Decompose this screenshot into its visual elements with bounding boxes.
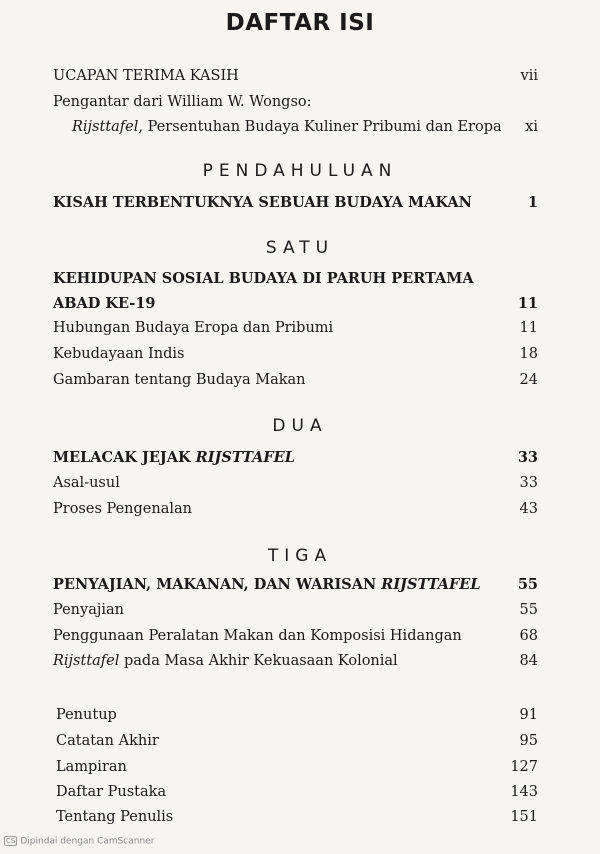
entry-page: xi (525, 119, 538, 135)
chapter-text: MELACAK JEJAK (53, 449, 196, 466)
chapter-italic: RIJSTTAFEL (195, 449, 295, 466)
watermark-text: Dipindai dengan CamScanner (20, 836, 155, 847)
entry-label: Tentang Penulis (56, 809, 174, 825)
chapter-page: 11 (517, 295, 538, 312)
entry-page: vii (520, 68, 538, 84)
chapter-text: PENYAJIAN, MAKANAN, DAN WARISAN (53, 576, 382, 593)
entry-label: Lampiran (56, 759, 127, 775)
entry-page: 143 (510, 784, 538, 800)
entry-page: 151 (510, 809, 538, 825)
chapter-page: 1 (527, 194, 538, 211)
entry-label: Proses Pengenalan (53, 501, 192, 517)
chapter-italic: RIJSTTAFEL (381, 576, 481, 593)
section-heading-satu: SATU (265, 238, 335, 258)
entry-page: 18 (519, 346, 538, 362)
entry-label: Hubungan Budaya Eropa dan Pribumi (53, 320, 334, 336)
entry-label (53, 653, 398, 669)
chapter-label (53, 576, 481, 593)
entry-page: 55 (519, 602, 538, 618)
scanner-watermark (4, 836, 154, 847)
entry-label: Penyajian (53, 602, 124, 618)
entry-italic: Rijsttafel (53, 653, 120, 669)
entry-page: 68 (519, 628, 538, 644)
chapter-page: 55 (517, 576, 538, 593)
entry-label: UCAPAN TERIMA KASIH (53, 68, 239, 84)
entry-page: 84 (519, 653, 538, 669)
chapter-label: ABAD KE-19 (53, 295, 156, 312)
camscanner-icon: CS (6, 837, 16, 845)
entry-label: Penggunaan Peralatan Makan dan Komposisi Hidangan (53, 628, 462, 644)
section-heading-dua: DUA (272, 416, 328, 436)
section-heading-tiga: TIGA (267, 546, 333, 566)
entry-rest: pada Masa Akhir Kekuasaan Kolonial (119, 653, 398, 669)
entry-page: 127 (510, 759, 538, 775)
entry-label: Daftar Pustaka (56, 784, 167, 800)
entry-label: Pengantar dari William W. Wongso: (53, 94, 312, 110)
entry-page: 24 (519, 372, 538, 388)
entry-label: Catatan Akhir (56, 733, 159, 749)
entry-page: 95 (519, 733, 538, 749)
entry-label: Gambaran tentang Budaya Makan (53, 372, 306, 388)
chapter-label: KEHIDUPAN SOSIAL BUDAYA DI PARUH PERTAMA (53, 270, 474, 287)
section-heading-pendahuluan: PENDAHULUAN (202, 161, 398, 181)
entry-label: Kebudayaan Indis (53, 346, 185, 362)
page-title: DAFTAR ISI (225, 10, 375, 36)
entry-page: 11 (519, 320, 538, 336)
chapter-label (53, 449, 295, 466)
entry-page: 91 (519, 707, 538, 723)
entry-page: 43 (519, 501, 538, 517)
chapter-page: 33 (517, 449, 538, 466)
entry-rest: , Persentuhan Budaya Kuliner Pribumi dan Eropa (138, 119, 502, 135)
entry-label: Asal-usul (53, 475, 120, 491)
entry-italic: Rijsttafel (72, 119, 139, 135)
entry-page: 33 (519, 475, 538, 491)
chapter-label: KISAH TERBENTUKNYA SEBUAH BUDAYA MAKAN (53, 194, 472, 211)
entry-label (72, 119, 502, 135)
entry-label: Penutup (56, 707, 117, 723)
